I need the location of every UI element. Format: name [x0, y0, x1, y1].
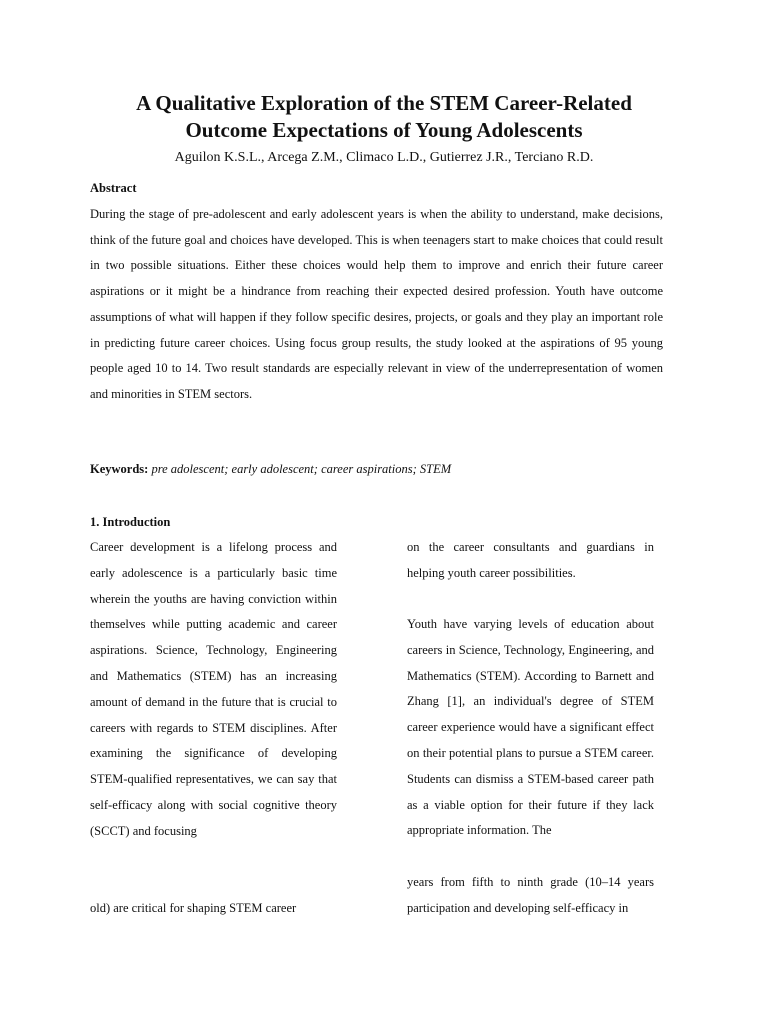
- abstract-heading: Abstract: [90, 181, 137, 195]
- keywords-line: [90, 460, 663, 478]
- title-line-2: Outcome Expectations of Young Adolescents: [185, 118, 583, 142]
- title-line-1: A Qualitative Exploration of the STEM Career-Related: [136, 91, 632, 115]
- author-list: Aguilon K.S.L., Arcega Z.M., Climaco L.D., Gutierrez J.R., Terciano R.D.: [174, 150, 594, 165]
- right-column-paragraph-2: Youth have varying levels of education about careers in Science, Technology, Engineering, and Mathematics (STEM). According to Barnett and Zhang [1], an individual's degree of STEM career experience would have a significant effect on their potential plans to pursue a STEM career. Students can dismiss a STEM-based career path as a viable option for their future if they lack appropriate information. The: [407, 617, 654, 838]
- left-column-paragraph-2: old) are critical for shaping STEM career: [90, 901, 297, 915]
- keywords-list: pre adolescent; early adolescent; career aspirations; STEM: [151, 462, 452, 476]
- section-heading-introduction: 1. Introduction: [90, 515, 171, 529]
- paper-title: [60, 90, 708, 144]
- right-column-paragraph-3: years from fifth to ninth grade (10–14 years participation and developing self-efficacy in: [407, 875, 654, 915]
- right-column-paragraph-1: on the career consultants and guardians in helping youth career possibilities.: [407, 540, 654, 580]
- keywords-label: Keywords:: [90, 462, 149, 476]
- left-column-paragraph-1: Career development is a lifelong process and early adolescence is a particularly basic time wherein the youths are having conviction within themselves while putting academic and career aspirations. Science, Technology, Engineering and Mathematics (STEM) has an increasing amount of demand in the future that is crucial to careers with regards to STEM disciplines. After examining the significance of developing STEM-qualified representatives, we can say that self-efficacy along with social cognitive theory (SCCT) and focusing: [90, 540, 337, 838]
- abstract-body: During the stage of pre-adolescent and early adolescent years is when the ability to understand, make decisions, think of the future goal and choices have developed. This is when teenagers start to make choices that could result in two possible situations. Either these choices would help them to improve and enrich their future career aspirations or it might be a hindrance from reaching their expected desired profession. Youth have outcome assumptions of what will happen if they follow specific desires, projects, or goals and they play an important role in predicting future career choices. Using focus group results, the study looked at the aspirations of 95 young people aged 10 to 14. Two result standards are especially relevant in view of the underrepresentation of women and minorities in STEM sectors.: [90, 207, 663, 401]
